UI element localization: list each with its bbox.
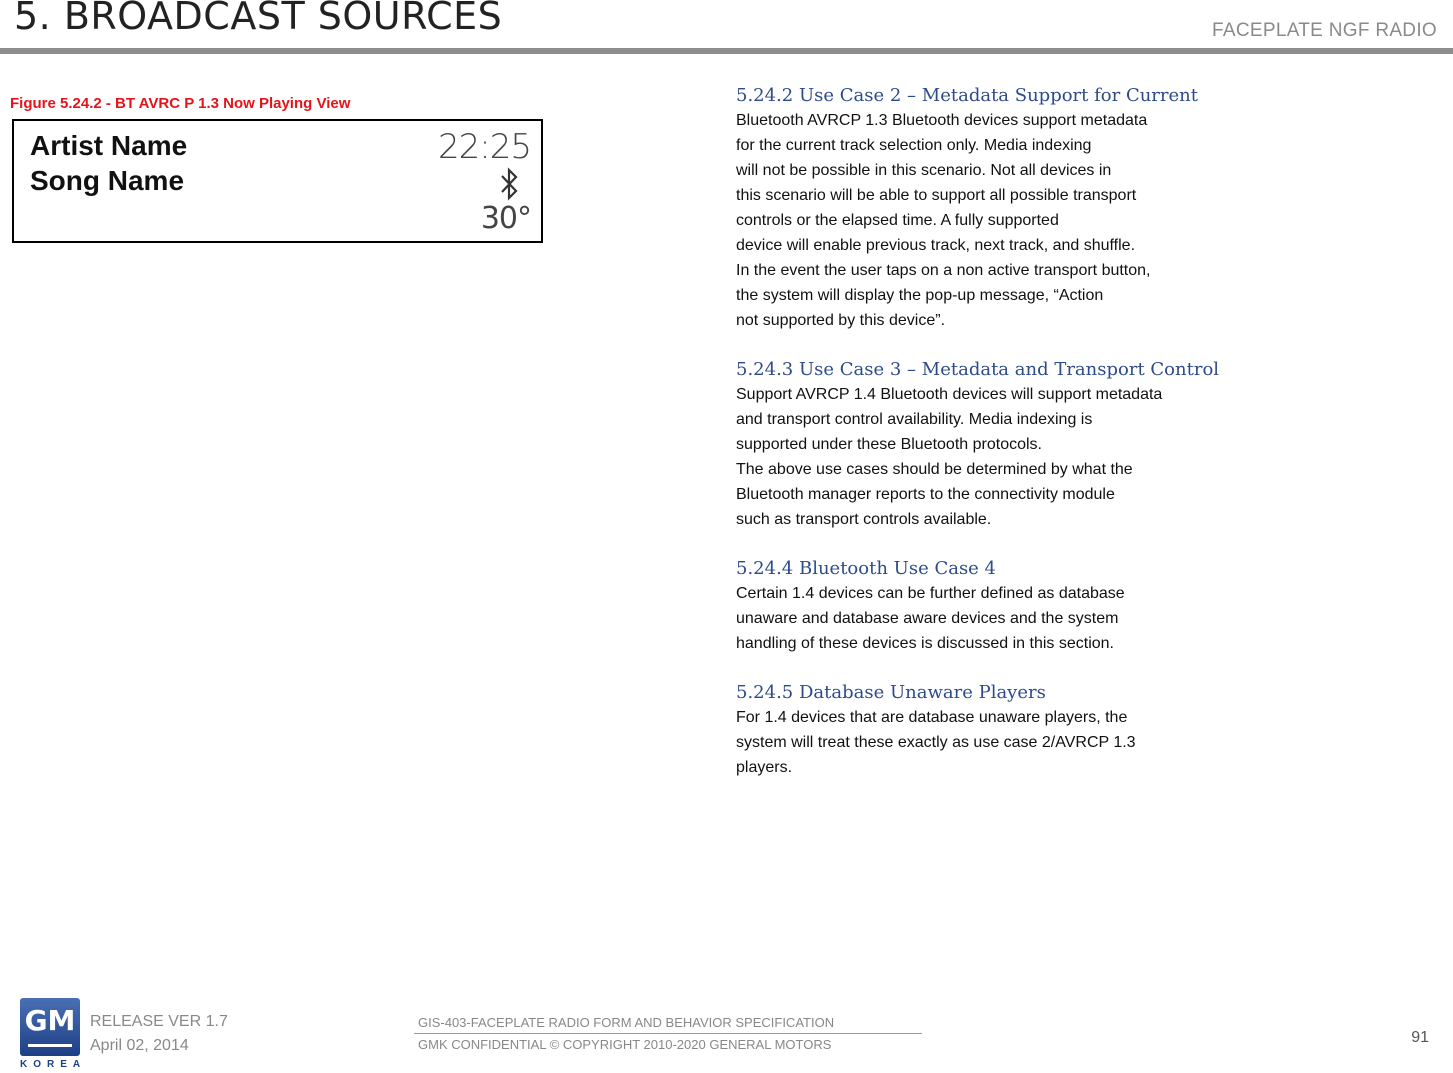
body-line: and transport control availability. Media indexing is <box>736 411 1093 428</box>
body-line: device will enable previous track, next track, and shuffle. <box>736 237 1136 254</box>
page-number: 91 <box>1411 1029 1429 1046</box>
song-name: Song Name <box>30 165 185 196</box>
section-use-case-4 <box>736 557 1356 656</box>
body-line: Bluetooth AVRCP 1.3 Bluetooth devices support metadata <box>736 112 1148 129</box>
spec-content <box>736 84 1356 805</box>
spec-reference: GIS-403-FACEPLATE RADIO FORM AND BEHAVIOR SPECIFICATION <box>418 1015 835 1030</box>
gm-logo <box>20 998 80 1056</box>
figure-caption: Figure 5.24.2 - BT AVRC P 1.3 Now Playing View <box>10 95 351 112</box>
body-line: system will treat these exactly as use case 2/AVRCP 1.3 <box>736 734 1136 751</box>
body-line: Bluetooth manager reports to the connectivity module <box>736 486 1115 503</box>
temperature: 30° <box>480 201 531 236</box>
gm-logo-text: GM <box>24 1004 76 1037</box>
body-line: supported under these Bluetooth protocols. <box>736 436 1042 453</box>
logo-subtitle: KOREA <box>20 1059 87 1070</box>
footer-divider <box>414 1033 922 1034</box>
section-use-case-2 <box>736 84 1356 333</box>
body-line: Certain 1.4 devices can be further defined as database <box>736 585 1125 602</box>
section-database-unaware <box>736 681 1356 780</box>
artist-name: Artist Name <box>30 130 188 161</box>
confidential-notice: GMK CONFIDENTIAL © COPYRIGHT 2010-2020 GENERAL MOTORS <box>418 1037 832 1052</box>
document-title: FACEPLATE NGF RADIO <box>1212 20 1437 41</box>
section-use-case-3 <box>736 358 1356 532</box>
section-heading: 5.24.4 Bluetooth Use Case 4 <box>736 558 997 579</box>
body-line: Support AVRCP 1.4 Bluetooth devices will support metadata <box>736 386 1163 403</box>
body-line: not supported by this device”. <box>736 312 946 329</box>
body-line: For 1.4 devices that are database unaware players, the <box>736 709 1128 726</box>
section-heading: 5.24.3 Use Case 3 – Metadata and Transport Control <box>736 359 1220 380</box>
body-line: players. <box>736 759 793 776</box>
body-line: In the event the user taps on a non active transport button, <box>736 262 1151 279</box>
body-line: unaware and database aware devices and the system <box>736 610 1119 627</box>
section-heading: 5.24.5 Database Unaware Players <box>736 682 1046 703</box>
body-line: handling of these devices is discussed in this section. <box>736 635 1114 652</box>
body-line: The above use cases should be determined by what the <box>736 461 1133 478</box>
page-title: 5. BROADCAST SOURCES <box>14 0 503 38</box>
body-line: the system will display the pop-up message, “Action <box>736 287 1104 304</box>
body-line: for the current track selection only. Media indexing <box>736 137 1092 154</box>
bluetooth-icon <box>499 167 519 201</box>
body-line: this scenario will be able to support all possible transport <box>736 187 1137 204</box>
clock: 22:25 <box>438 127 531 167</box>
logo-underline <box>28 1044 72 1047</box>
body-line: such as transport controls available. <box>736 511 992 528</box>
release-date: April 02, 2014 <box>90 1037 189 1054</box>
section-heading: 5.24.2 Use Case 2 – Metadata Support for Current <box>736 85 1198 106</box>
now-playing-display <box>12 119 543 243</box>
body-line: controls or the elapsed time. A fully supported <box>736 212 1059 229</box>
release-version: RELEASE VER 1.7 <box>90 1013 228 1030</box>
body-line: will not be possible in this scenario. Not all devices in <box>736 162 1112 179</box>
title-divider <box>0 48 1453 54</box>
